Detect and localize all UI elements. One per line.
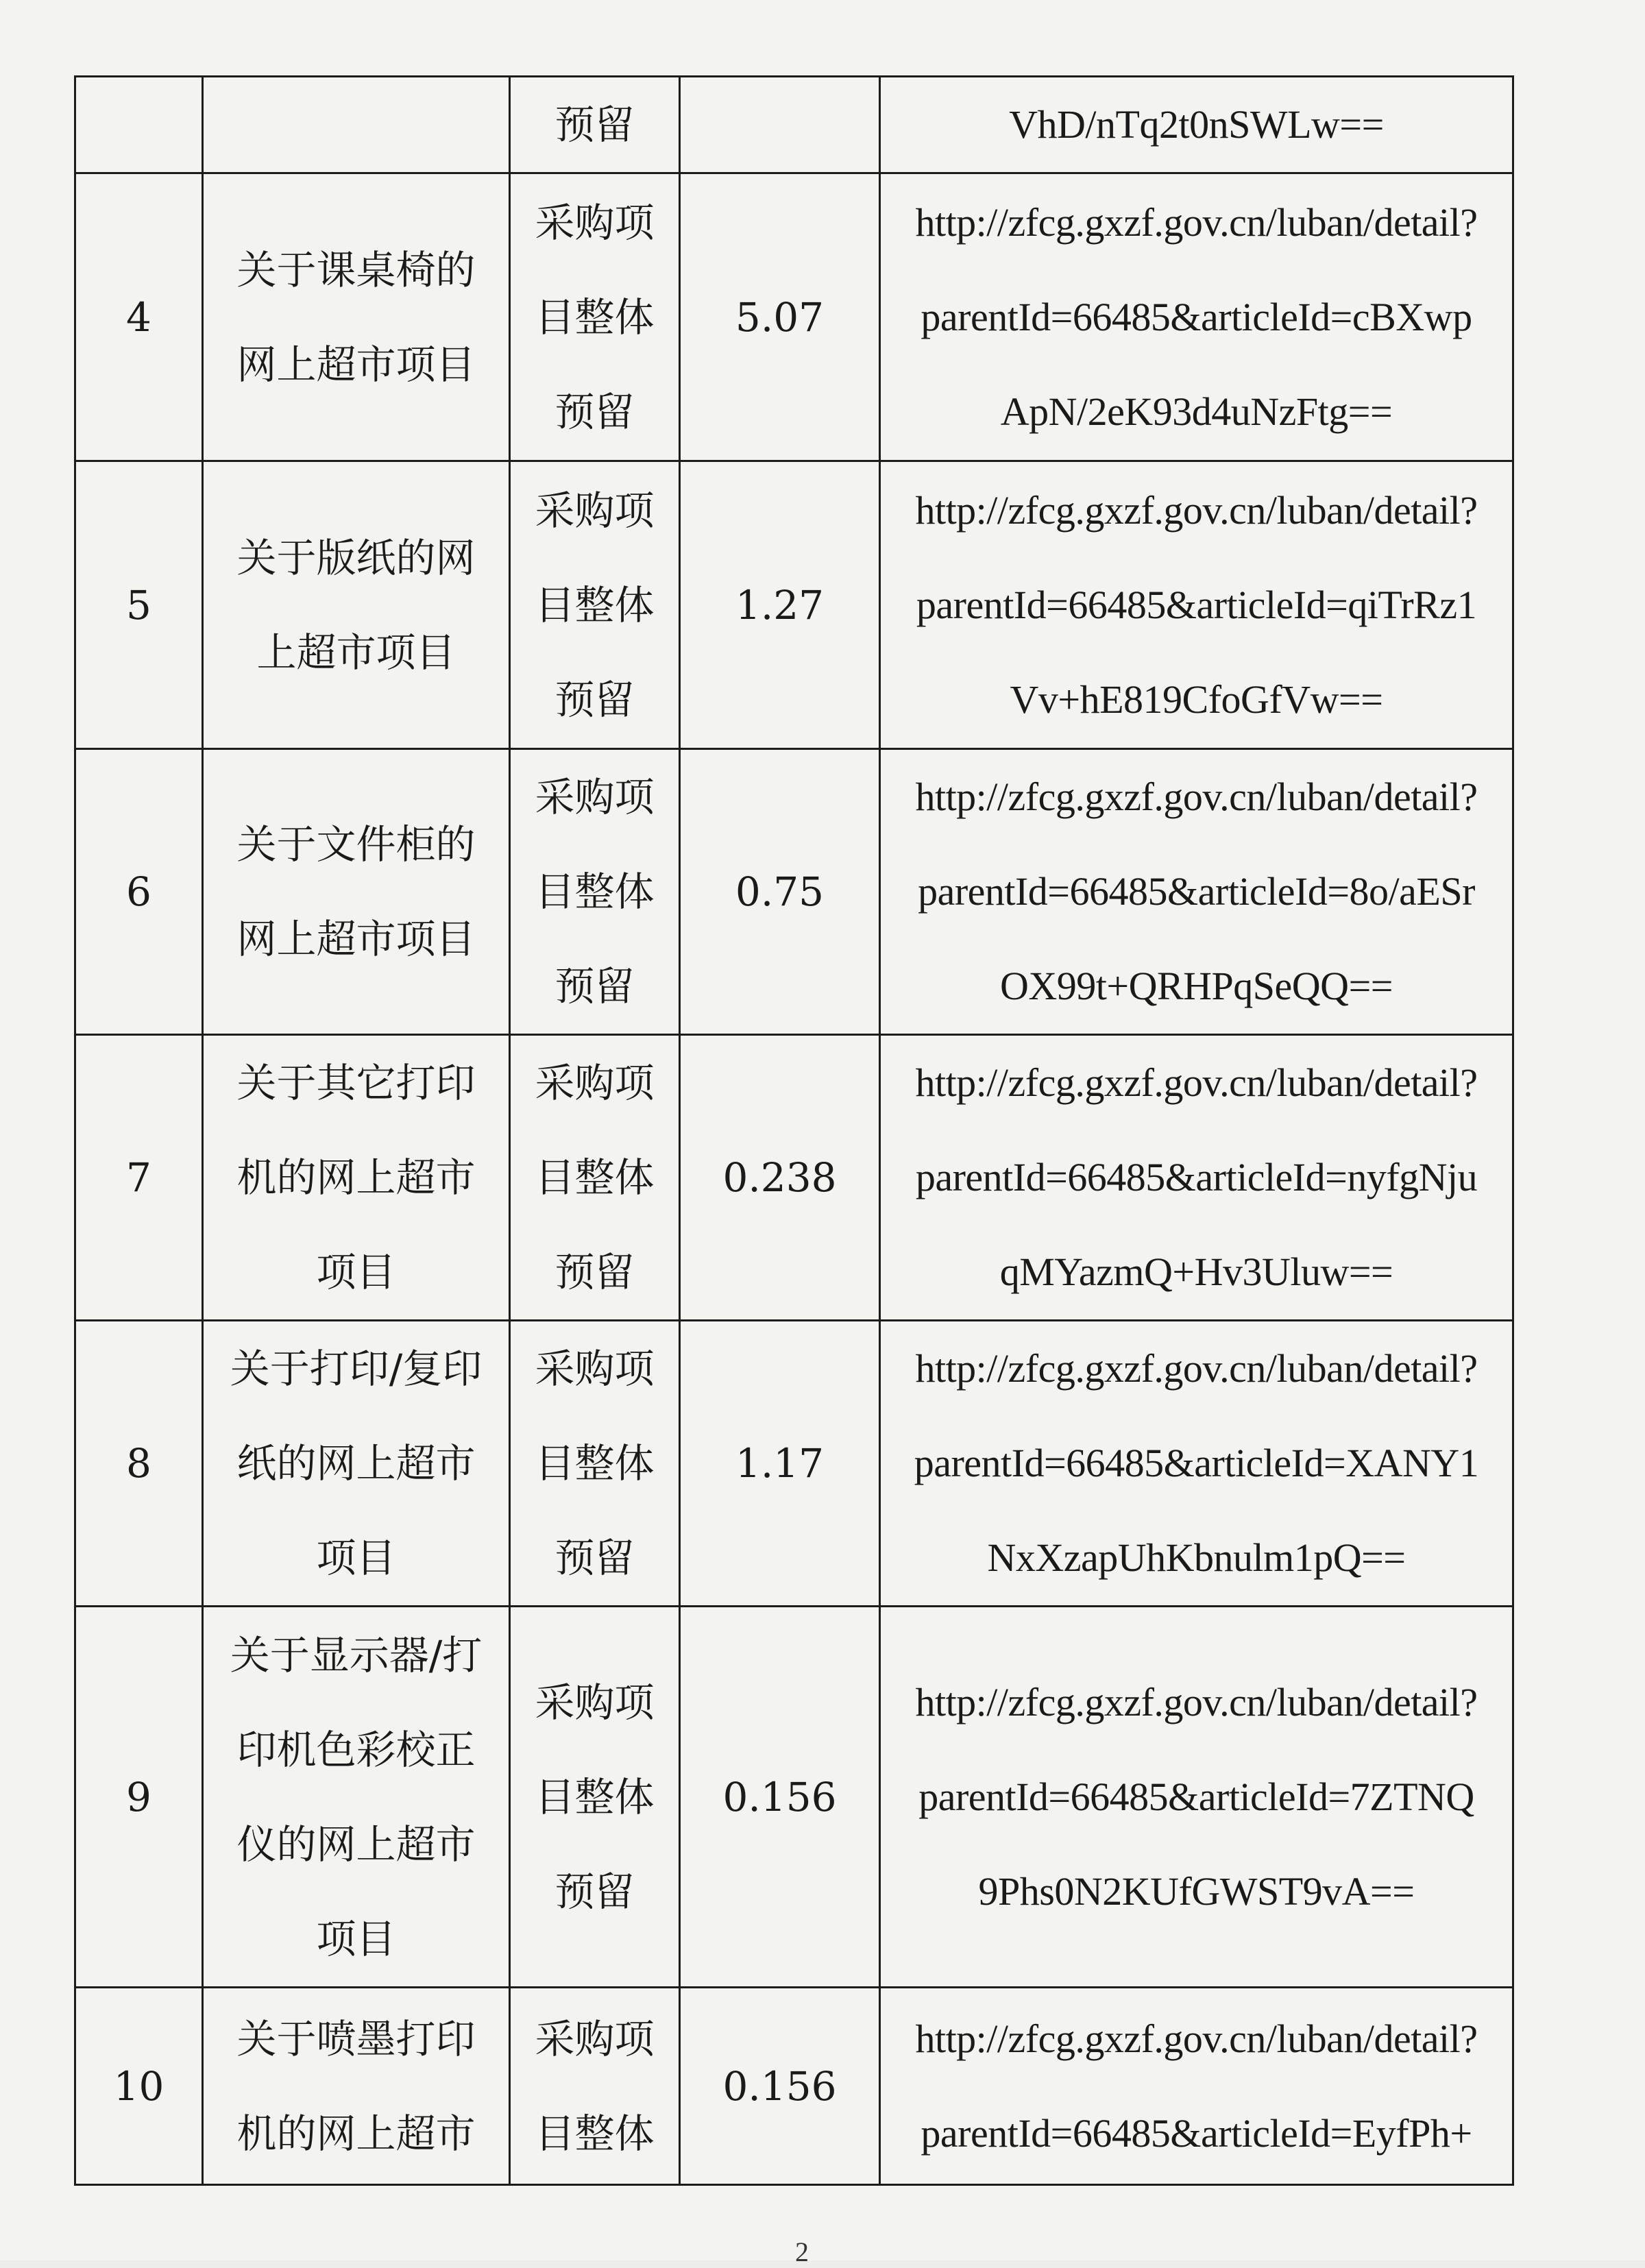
row-number-cell	[75, 77, 203, 173]
project-name-cell	[203, 1607, 510, 1988]
reservation-type-cell-line: 采购项	[535, 1060, 655, 1106]
reservation-type-cell-line: 采购项	[535, 1679, 655, 1726]
project-name-cell-line: 机的网上超市	[236, 2110, 476, 2157]
procurement-table-body	[75, 77, 1513, 2185]
project-name-cell-line: 仪的网上超市	[236, 1820, 476, 1868]
row-number-cell: 5	[75, 461, 203, 749]
table-row	[75, 173, 1513, 461]
link-cell-line: 9Phs0N2KUfGWST9vA==	[978, 1868, 1415, 1914]
table-row	[75, 1321, 1513, 1607]
project-name-cell	[203, 77, 510, 173]
row-number-cell: 6	[75, 749, 203, 1035]
project-name-cell-line: 项目	[316, 1535, 396, 1581]
reservation-type-cell-line: 采购项	[535, 199, 655, 246]
table-row	[75, 1035, 1513, 1321]
table-row	[75, 1607, 1513, 1988]
row-number-cell: 10	[75, 1988, 203, 2185]
link-cell-line: http://zfcg.gxzf.gov.cn/luban/detail?	[915, 487, 1478, 533]
project-name-cell-line: 印机色彩校正	[236, 1726, 476, 1773]
link-cell-line: http://zfcg.gxzf.gov.cn/luban/detail?	[915, 199, 1478, 245]
project-name-cell-line: 项目	[316, 1249, 396, 1295]
link-cell-line: http://zfcg.gxzf.gov.cn/luban/detail?	[915, 1679, 1478, 1724]
link-cell-line: parentId=66485&articleId=qiTrRz1	[916, 582, 1477, 627]
project-name-cell-line: 网上超市项目	[236, 916, 476, 962]
link-cell	[880, 1321, 1513, 1607]
row-number-cell: 8	[75, 1321, 203, 1607]
project-name-cell-line: 网上超市项目	[236, 341, 476, 388]
link-cell-line: parentId=66485&articleId=nyfgNju	[915, 1155, 1478, 1199]
reservation-type-cell-line: 预留	[555, 1535, 635, 1581]
link-cell-line: Vv+hE819CfoGfVw==	[1010, 676, 1383, 722]
project-name-cell-line: 关于显示器/打	[230, 1631, 483, 1679]
reservation-type-cell-line: 目整体	[535, 1154, 655, 1201]
amount-cell	[680, 77, 880, 173]
reservation-type-cell-line: 目整体	[535, 1440, 655, 1487]
reservation-type-cell-line: 目整体	[535, 581, 655, 629]
reservation-type-cell-line: 目整体	[535, 293, 655, 341]
link-cell-line: http://zfcg.gxzf.gov.cn/luban/detail?	[915, 1060, 1478, 1105]
reservation-type-cell-line: 预留	[555, 101, 635, 148]
reservation-type-cell-line: 采购项	[535, 2015, 655, 2062]
link-cell-line: parentId=66485&articleId=cBXwp	[921, 294, 1472, 339]
reservation-type-cell	[510, 461, 680, 749]
page-number: 2	[795, 2236, 809, 2267]
link-cell-line: ApN/2eK93d4uNzFtg==	[1000, 389, 1393, 434]
link-cell	[880, 77, 1513, 173]
link-cell-line: VhD/nTq2t0nSWLw==	[1009, 102, 1384, 147]
amount-cell: 5.07	[680, 173, 880, 461]
link-cell	[880, 1988, 1513, 2185]
link-cell	[880, 1035, 1513, 1321]
project-name-cell-line: 上超市项目	[256, 629, 456, 676]
project-name-cell-line: 关于课桌椅的	[236, 246, 476, 293]
reservation-type-cell-line: 预留	[555, 1249, 635, 1295]
link-cell	[880, 173, 1513, 461]
reservation-type-cell	[510, 173, 680, 461]
link-cell-line: parentId=66485&articleId=EyfPh+	[921, 2110, 1472, 2156]
amount-cell: 0.156	[680, 1988, 880, 2185]
link-cell-line: parentId=66485&articleId=8o/aESr	[918, 869, 1475, 914]
project-name-cell	[203, 461, 510, 749]
reservation-type-cell	[510, 77, 680, 173]
reservation-type-cell-line: 预留	[555, 963, 635, 1010]
table-row	[75, 77, 1513, 173]
reservation-type-cell-line: 目整体	[535, 868, 655, 915]
reservation-type-cell	[510, 1321, 680, 1607]
link-cell	[880, 1607, 1513, 1988]
project-name-cell-line: 关于文件柜的	[236, 821, 476, 868]
reservation-type-cell-line: 采购项	[535, 1345, 655, 1392]
reservation-type-cell	[510, 1035, 680, 1321]
amount-cell: 0.238	[680, 1035, 880, 1321]
project-name-cell	[203, 1321, 510, 1607]
procurement-table	[74, 75, 1514, 2186]
link-cell-line: http://zfcg.gxzf.gov.cn/luban/detail?	[915, 775, 1478, 819]
amount-cell: 1.27	[680, 461, 880, 749]
project-name-cell-line: 关于打印/复印	[230, 1345, 483, 1392]
reservation-type-cell-line: 预留	[555, 676, 635, 723]
reservation-type-cell	[510, 749, 680, 1035]
project-name-cell-line: 机的网上超市	[236, 1154, 476, 1201]
link-cell-line: http://zfcg.gxzf.gov.cn/luban/detail?	[915, 2016, 1478, 2061]
reservation-type-cell-line: 目整体	[535, 1773, 655, 1820]
table-row	[75, 1988, 1513, 2185]
project-name-cell-line: 关于喷墨打印	[236, 2015, 476, 2062]
row-number-cell: 9	[75, 1607, 203, 1988]
table-row	[75, 749, 1513, 1035]
reservation-type-cell-line: 目整体	[535, 2110, 655, 2157]
link-cell-line: parentId=66485&articleId=XANY1	[914, 1441, 1479, 1485]
link-cell	[880, 461, 1513, 749]
project-name-cell	[203, 749, 510, 1035]
amount-cell: 1.17	[680, 1321, 880, 1607]
link-cell-line: parentId=66485&articleId=7ZTNQ	[918, 1774, 1474, 1819]
link-cell-line: qMYazmQ+Hv3Uluw==	[999, 1249, 1393, 1294]
project-name-cell	[203, 173, 510, 461]
link-cell	[880, 749, 1513, 1035]
reservation-type-cell	[510, 1607, 680, 1988]
reservation-type-cell	[510, 1988, 680, 2185]
project-name-cell-line: 纸的网上超市	[236, 1440, 476, 1487]
row-number-cell: 7	[75, 1035, 203, 1321]
project-name-cell-line: 关于版纸的网	[236, 534, 476, 581]
reservation-type-cell-line: 采购项	[535, 487, 655, 534]
row-number-cell: 4	[75, 173, 203, 461]
amount-cell: 0.75	[680, 749, 880, 1035]
reservation-type-cell-line: 预留	[555, 388, 635, 435]
reservation-type-cell-line: 采购项	[535, 774, 655, 820]
link-cell-line: http://zfcg.gxzf.gov.cn/luban/detail?	[915, 1346, 1478, 1391]
amount-cell: 0.156	[680, 1607, 880, 1988]
link-cell-line: NxXzapUhKbnulm1pQ==	[987, 1535, 1406, 1580]
project-name-cell	[203, 1035, 510, 1321]
reservation-type-cell-line: 预留	[555, 1868, 635, 1915]
table-row	[75, 461, 1513, 749]
project-name-cell	[203, 1988, 510, 2185]
project-name-cell-line: 项目	[316, 1915, 396, 1962]
project-name-cell-line: 关于其它打印	[236, 1060, 476, 1106]
link-cell-line: OX99t+QRHPqSeQQ==	[999, 964, 1393, 1008]
